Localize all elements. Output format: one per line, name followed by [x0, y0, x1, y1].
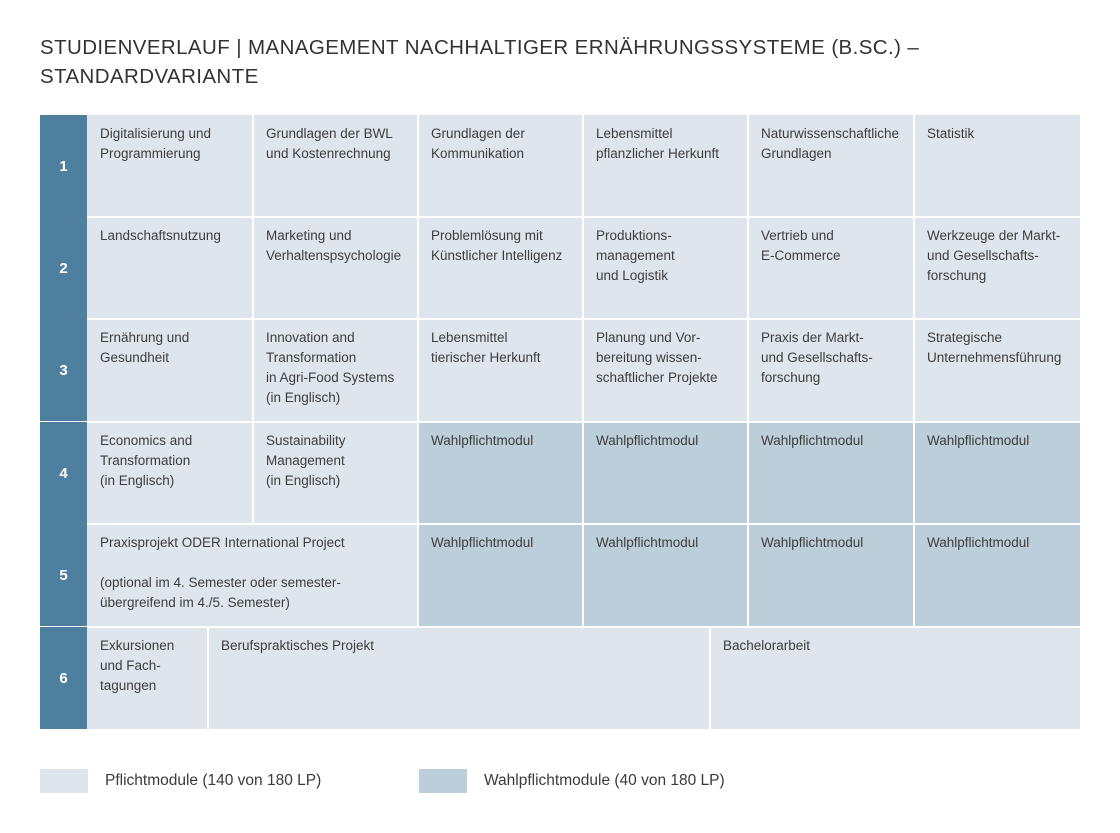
module-cell: Vertrieb und E-Commerce [748, 217, 914, 319]
module-cell: Sustainability Management (in Englisch) [253, 422, 418, 524]
legend-label-pflicht: Pflichtmodule (140 von 180 LP) [105, 772, 322, 789]
module-cell: Praxis der Markt- und Gesellschafts- forschung [748, 319, 914, 421]
legend-label-wahlpflicht: Wahlpflichtmodule (40 von 180 LP) [484, 772, 725, 789]
module-cell: Economics and Transformation (in Englisch) [87, 422, 253, 524]
module-cell: Strategische Unternehmensführung [914, 319, 1080, 421]
semester-number: 4 [40, 422, 87, 524]
semester-number: 3 [40, 319, 87, 421]
semester-row-4 [40, 422, 1080, 524]
semester-row-6 [40, 627, 1080, 729]
page-title-line-2: STANDARDVARIANTE [40, 65, 259, 88]
column-divider [709, 627, 711, 729]
module-cell: Ernährung und Gesundheit [87, 319, 253, 421]
legend-item-pflicht [40, 769, 321, 793]
semester-number: 5 [40, 524, 87, 626]
module-cell: Bachelorarbeit [710, 627, 1080, 729]
elective-module-cell: Wahlpflichtmodul [748, 422, 914, 524]
elective-module-cell: Wahlpflichtmodul [418, 524, 583, 626]
module-cell: Berufspraktisches Projekt [208, 627, 710, 729]
legend-item-wahlpflicht [419, 769, 725, 793]
semester-row-3 [40, 319, 1080, 421]
column-divider [913, 115, 915, 627]
module-cell: Grundlagen der BWL und Kostenrechnung [253, 115, 418, 217]
semester-number: 2 [40, 217, 87, 319]
column-divider [207, 627, 209, 729]
column-divider [582, 115, 584, 627]
legend-swatch-wahlpflicht [419, 769, 467, 793]
semester-row-1 [40, 115, 1080, 217]
module-cell: Lebensmittel tierischer Herkunft [418, 319, 583, 421]
module-cell: Exkursionen und Fach- tagungen [87, 627, 208, 729]
page-title-line-1: STUDIENVERLAUF | MANAGEMENT NACHHALTIGER ERNÄHRUNGSSYSTEME (B.SC.) – [40, 36, 920, 59]
module-cell: Grundlagen der Kommunikation [418, 115, 583, 217]
elective-module-cell: Wahlpflichtmodul [914, 524, 1080, 626]
module-cell: Landschaftsnutzung [87, 217, 253, 319]
module-cell: Digitalisierung und Programmierung [87, 115, 253, 217]
page-title [40, 33, 1080, 91]
study-plan-grid [40, 115, 1080, 729]
module-cell: Problemlösung mit Künstlicher Intelligenz [418, 217, 583, 319]
column-divider [417, 115, 419, 627]
module-cell: Praxisprojekt ODER International Project (optional im 4. Semester oder semester- übergreifend im 4./5. Semester) [87, 524, 418, 626]
module-cell: Statistik [914, 115, 1080, 217]
elective-module-cell: Wahlpflichtmodul [583, 422, 748, 524]
semester-row-5 [40, 524, 1080, 626]
semester-number: 6 [40, 627, 87, 729]
semester-number: 1 [40, 115, 87, 217]
module-cell: Lebensmittel pflanzlicher Herkunft [583, 115, 748, 217]
module-cell: Naturwissenschaftliche Grundlagen [748, 115, 914, 217]
semester-row-2 [40, 217, 1080, 319]
module-cell: Planung und Vor- bereitung wissen- schaftlicher Projekte [583, 319, 748, 421]
elective-module-cell: Wahlpflichtmodul [583, 524, 748, 626]
legend-swatch-pflicht [40, 769, 88, 793]
module-cell: Produktions- management und Logistik [583, 217, 748, 319]
column-divider [252, 115, 254, 524]
module-cell: Innovation and Transformation in Agri-Food Systems (in Englisch) [253, 319, 418, 421]
elective-module-cell: Wahlpflichtmodul [418, 422, 583, 524]
column-divider [747, 115, 749, 627]
module-cell: Werkzeuge der Markt- und Gesellschafts- forschung [914, 217, 1080, 319]
elective-module-cell: Wahlpflichtmodul [914, 422, 1080, 524]
elective-module-cell: Wahlpflichtmodul [748, 524, 914, 626]
module-cell: Marketing und Verhaltenspsychologie [253, 217, 418, 319]
